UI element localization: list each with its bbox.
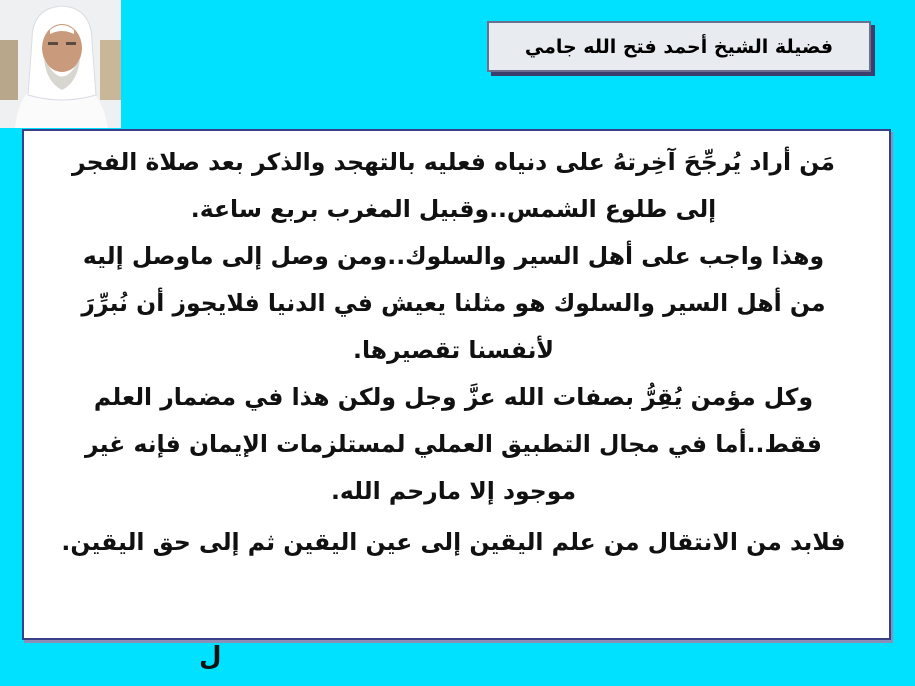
text-line: مَن أراد يُرجِّحَ آخِرتهُ على دنياه فعليه بالتهجد والذكر بعد صلاة الفجر <box>72 148 835 176</box>
text-line: لأنفسنا تقصيرها. <box>353 336 554 364</box>
page-title: فضيلة الشيخ أحمد فتح الله جامي <box>524 35 834 58</box>
text-line: وكل مؤمن يُقِرُّ بصفات الله عزَّ وجل ولكن هذا في مضمار العلم <box>93 383 814 411</box>
sheikh-portrait-icon <box>0 0 121 128</box>
content-panel <box>22 129 891 640</box>
content-text <box>40 139 867 632</box>
portrait-image <box>0 0 121 128</box>
text-line: وهذا واجب على أهل السير والسلوك..ومن وصل إلى ماوصل إليه <box>82 242 825 270</box>
title-banner <box>487 21 871 72</box>
footer-mark: ل <box>199 642 222 672</box>
text-line: إلى طلوع الشمس..وقبيل المغرب بربع ساعة. <box>190 195 717 223</box>
paragraph-1 <box>40 139 867 233</box>
paragraph-4 <box>40 519 867 566</box>
text-line: موجود إلا مارحم الله. <box>330 477 577 505</box>
text-line: فقط..أما في مجال التطبيق العملي لمستلزمات الإيمان فإنه غير <box>85 430 822 458</box>
paragraph-2 <box>40 233 867 374</box>
text-line: فلابد من الانتقال من علم اليقين إلى عين اليقين ثم إلى حق اليقين. <box>61 528 846 556</box>
paragraph-3 <box>40 374 867 515</box>
text-line: من أهل السير والسلوك هو مثلنا يعيش في الدنيا فلايجوز أن نُبرِّرَ <box>81 289 826 317</box>
